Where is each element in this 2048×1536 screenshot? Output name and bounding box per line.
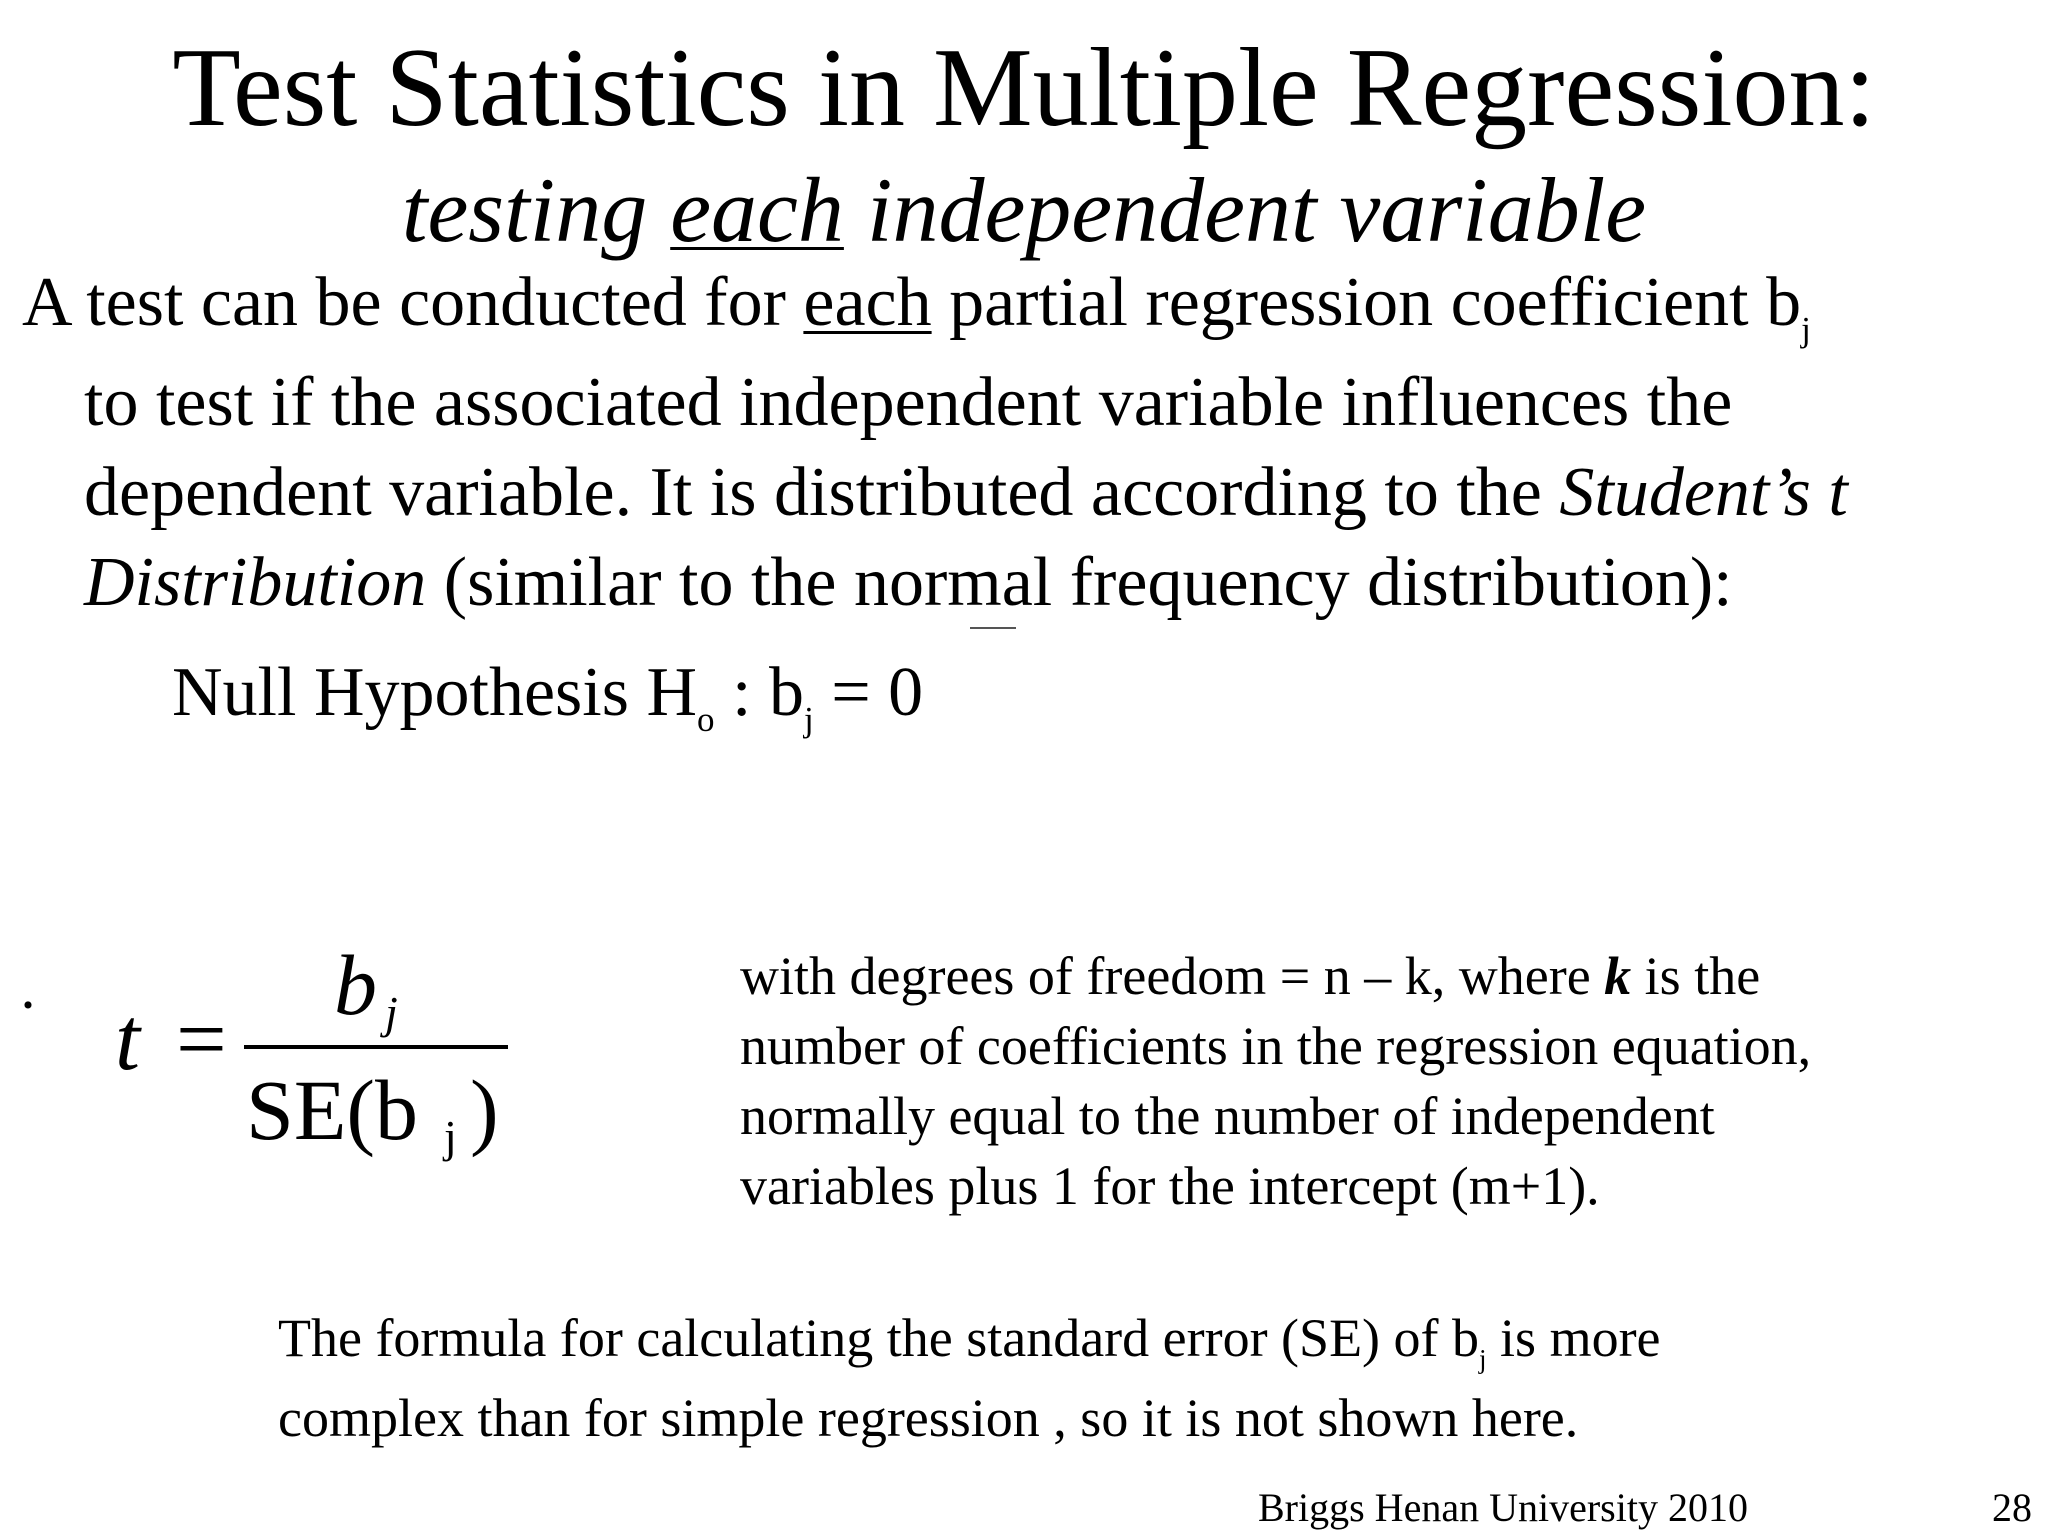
note-line-1 bbox=[278, 1298, 1661, 1378]
null-hypothesis-middle: : b bbox=[714, 654, 804, 731]
page-number: 28 bbox=[1992, 1485, 2032, 1530]
fraction-bar bbox=[244, 1045, 508, 1049]
dof-line-1-k: k bbox=[1604, 946, 1632, 1006]
body-line-3-start: dependent variable. It is distributed according to the bbox=[84, 454, 1560, 531]
formula-denominator-close: ) bbox=[470, 1062, 499, 1158]
formula-denominator: SE(b bbox=[246, 1062, 418, 1158]
subtitle-part1: testing bbox=[401, 159, 671, 261]
body-line-4-italic: Distribution bbox=[84, 544, 427, 621]
note-line-1-start: The formula for calculating the standard error (SE) of b bbox=[278, 1308, 1480, 1368]
slide-title: Test Statistics in Multiple Regression: bbox=[172, 26, 1876, 150]
formula-numerator-subscript: j bbox=[385, 987, 398, 1038]
dof-line-3: normally equal to the number of independent bbox=[740, 1086, 1715, 1146]
dof-line-1-start: with degrees of freedom = n – k, where bbox=[740, 946, 1605, 1006]
null-hypothesis-sub-o: o bbox=[697, 699, 715, 739]
formula-equals: = bbox=[176, 990, 227, 1089]
formula-lhs: t bbox=[115, 990, 141, 1089]
null-hypothesis bbox=[172, 648, 923, 738]
note-line-1-subscript: j bbox=[1479, 1344, 1487, 1375]
slide-subtitle bbox=[0, 150, 2048, 270]
body-line-4-end: (similar to the normal frequency distribution): bbox=[426, 544, 1733, 621]
body-line-1-end: partial regression coefficient b bbox=[931, 264, 1802, 341]
note-line-2: complex than for simple regression , so it is not shown here. bbox=[278, 1388, 1579, 1448]
stray-mark bbox=[970, 627, 1016, 629]
body-line-1 bbox=[22, 258, 1811, 348]
note-line-1-end: is more bbox=[1486, 1308, 1661, 1368]
null-hypothesis-end: = 0 bbox=[813, 654, 924, 731]
subtitle-emphasis: each bbox=[670, 159, 844, 261]
subtitle-part2: independent variable bbox=[843, 159, 1647, 261]
body-line-3-italic: Student’s t bbox=[1559, 454, 1848, 531]
bullet-dot: · bbox=[18, 972, 38, 1038]
body-line-3 bbox=[84, 448, 1848, 538]
body-line-1-subscript: j bbox=[1801, 309, 1811, 349]
formula-denominator-subscript: j bbox=[444, 1111, 457, 1162]
body-line-1-emphasis: each bbox=[803, 264, 932, 341]
dof-line-1-end: is the bbox=[1631, 946, 1761, 1006]
body-line-4 bbox=[84, 538, 1733, 628]
null-hypothesis-label: Null Hypothesis H bbox=[172, 654, 697, 731]
body-line-2: to test if the associated independent variable influences the bbox=[84, 364, 1733, 441]
dof-line-2: number of coefficients in the regression equation, bbox=[740, 1016, 1812, 1076]
formula-numerator: b bbox=[334, 937, 377, 1033]
body-line-1-start: A test can be conducted for bbox=[22, 264, 804, 341]
null-hypothesis-sub-j: j bbox=[803, 699, 814, 739]
slide-footer: Briggs Henan University 2010 bbox=[1258, 1485, 1748, 1530]
dof-line-1 bbox=[740, 941, 1760, 1011]
dof-line-4: variables plus 1 for the intercept (m+1). bbox=[740, 1156, 1600, 1216]
